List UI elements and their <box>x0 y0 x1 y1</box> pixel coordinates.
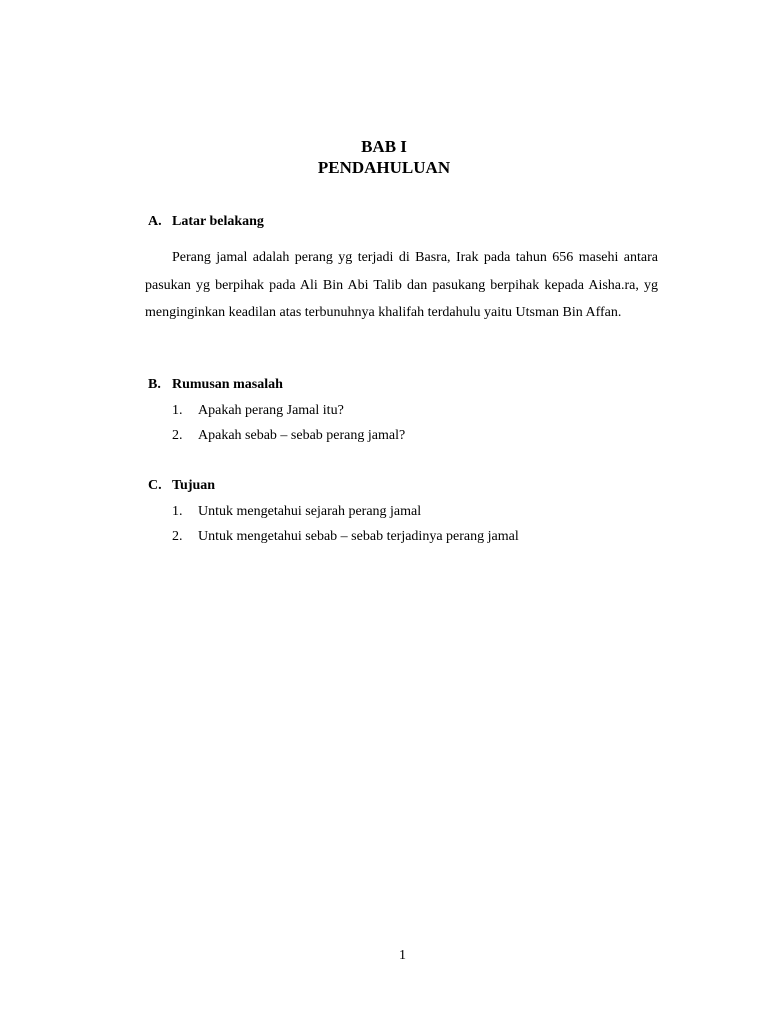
list-item-text: Apakah perang Jamal itu? <box>198 403 344 418</box>
list-item <box>172 528 519 546</box>
section-heading-latar-belakang <box>148 213 264 231</box>
list-item-number: 1. <box>172 504 183 519</box>
list-item-text: Untuk mengetahui sebab – sebab terjadinya perang jamal <box>198 529 519 544</box>
list-item <box>172 503 421 521</box>
page-number: 1 <box>399 948 406 963</box>
section-heading-tujuan <box>148 477 215 495</box>
list-item <box>172 427 405 445</box>
list-item-text: Untuk mengetahui sejarah perang jamal <box>198 504 422 519</box>
list-item-number: 2. <box>172 428 183 443</box>
section-letter: C. <box>148 478 162 493</box>
section-title: Rumusan masalah <box>172 377 283 392</box>
background-paragraph: Perang jamal adalah perang yg terjadi di Basra, Irak pada tahun 656 masehi antara pasukan yg berpihak pada Ali Bin Abi Talib dan pasukang berpihak kepada Aisha.ra, yg menginginkan keadilan atas terbunuhnya khalifah terdahulu yaitu Utsman Bin Affan. <box>145 250 658 320</box>
list-item <box>172 402 344 420</box>
chapter-title: PENDAHULUAN <box>317 158 451 177</box>
list-item-number: 2. <box>172 529 183 544</box>
section-title: Latar belakang <box>172 214 264 229</box>
section-title: Tujuan <box>172 478 216 493</box>
section-heading-rumusan-masalah <box>148 376 283 394</box>
list-item-number: 1. <box>172 403 183 418</box>
chapter-number: BAB I <box>361 137 407 156</box>
section-letter: B. <box>148 377 161 392</box>
list-item-text: Apakah sebab – sebab perang jamal? <box>198 428 406 443</box>
section-letter: A. <box>148 214 162 229</box>
